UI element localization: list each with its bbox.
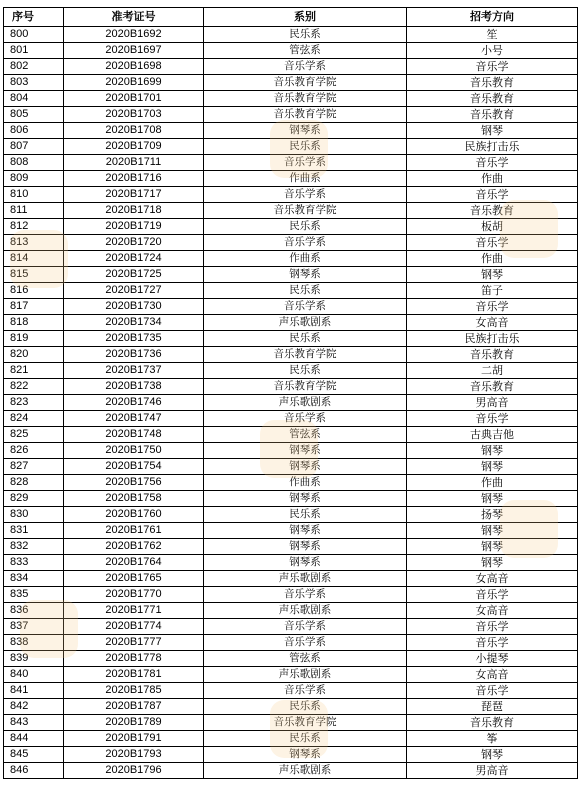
table-row (4, 587, 578, 603)
serial-number-cell: 832 (4, 539, 64, 555)
department-cell: 管弦系 (204, 427, 407, 443)
table-row (4, 91, 578, 107)
major-cell: 板胡 (407, 219, 578, 235)
header-serial-number: 序号 (4, 8, 64, 27)
major-cell: 音乐教育 (407, 107, 578, 123)
table-row (4, 715, 578, 731)
serial-number-cell: 845 (4, 747, 64, 763)
exam-id-cell: 2020B1762 (64, 539, 204, 555)
department-cell: 音乐教育学院 (204, 75, 407, 91)
exam-id-cell: 2020B1778 (64, 651, 204, 667)
table-row (4, 395, 578, 411)
exam-id-cell: 2020B1781 (64, 667, 204, 683)
table-row (4, 475, 578, 491)
department-cell: 音乐教育学院 (204, 203, 407, 219)
table-row (4, 315, 578, 331)
exam-id-cell: 2020B1718 (64, 203, 204, 219)
table-row (4, 219, 578, 235)
major-cell: 钢琴 (407, 491, 578, 507)
department-cell: 作曲系 (204, 171, 407, 187)
table-row (4, 187, 578, 203)
department-cell: 音乐学系 (204, 683, 407, 699)
major-cell: 女高音 (407, 603, 578, 619)
header-major: 招考方向 (407, 8, 578, 27)
serial-number-cell: 803 (4, 75, 64, 91)
department-cell: 民乐系 (204, 363, 407, 379)
department-cell: 作曲系 (204, 475, 407, 491)
table-row (4, 491, 578, 507)
exam-id-cell: 2020B1765 (64, 571, 204, 587)
major-cell: 作曲 (407, 251, 578, 267)
department-cell: 音乐学系 (204, 187, 407, 203)
department-cell: 音乐教育学院 (204, 107, 407, 123)
table-header-row (4, 8, 578, 27)
department-cell: 钢琴系 (204, 491, 407, 507)
table-row (4, 619, 578, 635)
table-row (4, 267, 578, 283)
major-cell: 古典吉他 (407, 427, 578, 443)
major-cell: 音乐教育 (407, 91, 578, 107)
department-cell: 音乐学系 (204, 299, 407, 315)
exam-id-cell: 2020B1793 (64, 747, 204, 763)
department-cell: 钢琴系 (204, 123, 407, 139)
serial-number-cell: 837 (4, 619, 64, 635)
major-cell: 钢琴 (407, 267, 578, 283)
serial-number-cell: 809 (4, 171, 64, 187)
table-row (4, 443, 578, 459)
table-row (4, 139, 578, 155)
serial-number-cell: 833 (4, 555, 64, 571)
table-row (4, 75, 578, 91)
table-row (4, 683, 578, 699)
major-cell: 女高音 (407, 571, 578, 587)
serial-number-cell: 823 (4, 395, 64, 411)
exam-id-cell: 2020B1698 (64, 59, 204, 75)
major-cell: 音乐学 (407, 235, 578, 251)
serial-number-cell: 812 (4, 219, 64, 235)
table-row (4, 331, 578, 347)
major-cell: 音乐教育 (407, 347, 578, 363)
department-cell: 音乐学系 (204, 635, 407, 651)
department-cell: 钢琴系 (204, 459, 407, 475)
table-row (4, 555, 578, 571)
major-cell: 音乐学 (407, 187, 578, 203)
table-row (4, 763, 578, 779)
serial-number-cell: 802 (4, 59, 64, 75)
major-cell: 琵琶 (407, 699, 578, 715)
exam-id-cell: 2020B1758 (64, 491, 204, 507)
department-cell: 民乐系 (204, 139, 407, 155)
major-cell: 作曲 (407, 475, 578, 491)
header-exam-id: 准考证号 (64, 8, 204, 27)
table-row (4, 363, 578, 379)
exam-id-cell: 2020B1787 (64, 699, 204, 715)
serial-number-cell: 813 (4, 235, 64, 251)
serial-number-cell: 825 (4, 427, 64, 443)
major-cell: 音乐学 (407, 59, 578, 75)
major-cell: 音乐学 (407, 299, 578, 315)
table-row (4, 155, 578, 171)
serial-number-cell: 804 (4, 91, 64, 107)
department-cell: 作曲系 (204, 251, 407, 267)
exam-id-cell: 2020B1736 (64, 347, 204, 363)
major-cell: 钢琴 (407, 443, 578, 459)
major-cell: 小提琴 (407, 651, 578, 667)
exam-id-cell: 2020B1791 (64, 731, 204, 747)
exam-id-cell: 2020B1746 (64, 395, 204, 411)
exam-id-cell: 2020B1730 (64, 299, 204, 315)
serial-number-cell: 811 (4, 203, 64, 219)
table-row (4, 459, 578, 475)
serial-number-cell: 806 (4, 123, 64, 139)
major-cell: 音乐教育 (407, 379, 578, 395)
major-cell: 笙 (407, 27, 578, 43)
major-cell: 民族打击乐 (407, 331, 578, 347)
exam-id-cell: 2020B1777 (64, 635, 204, 651)
table-row (4, 251, 578, 267)
exam-id-cell: 2020B1750 (64, 443, 204, 459)
exam-id-cell: 2020B1796 (64, 763, 204, 779)
serial-number-cell: 816 (4, 283, 64, 299)
major-cell: 钢琴 (407, 539, 578, 555)
table-row (4, 539, 578, 555)
serial-number-cell: 805 (4, 107, 64, 123)
major-cell: 音乐教育 (407, 715, 578, 731)
major-cell: 钢琴 (407, 459, 578, 475)
major-cell: 小号 (407, 43, 578, 59)
serial-number-cell: 827 (4, 459, 64, 475)
department-cell: 民乐系 (204, 507, 407, 523)
candidate-table (3, 7, 578, 779)
table-row (4, 635, 578, 651)
department-cell: 钢琴系 (204, 555, 407, 571)
exam-id-cell: 2020B1717 (64, 187, 204, 203)
serial-number-cell: 815 (4, 267, 64, 283)
exam-id-cell: 2020B1737 (64, 363, 204, 379)
department-cell: 钢琴系 (204, 539, 407, 555)
serial-number-cell: 835 (4, 587, 64, 603)
department-cell: 钢琴系 (204, 267, 407, 283)
serial-number-cell: 840 (4, 667, 64, 683)
exam-id-cell: 2020B1774 (64, 619, 204, 635)
exam-id-cell: 2020B1720 (64, 235, 204, 251)
department-cell: 声乐歌剧系 (204, 571, 407, 587)
major-cell: 女高音 (407, 315, 578, 331)
exam-id-cell: 2020B1719 (64, 219, 204, 235)
exam-id-cell: 2020B1785 (64, 683, 204, 699)
major-cell: 钢琴 (407, 555, 578, 571)
major-cell: 音乐教育 (407, 75, 578, 91)
exam-id-cell: 2020B1725 (64, 267, 204, 283)
major-cell: 民族打击乐 (407, 139, 578, 155)
department-cell: 音乐教育学院 (204, 715, 407, 731)
exam-id-cell: 2020B1789 (64, 715, 204, 731)
major-cell: 作曲 (407, 171, 578, 187)
serial-number-cell: 834 (4, 571, 64, 587)
department-cell: 管弦系 (204, 43, 407, 59)
table-row (4, 203, 578, 219)
table-row (4, 299, 578, 315)
exam-id-cell: 2020B1747 (64, 411, 204, 427)
department-cell: 钢琴系 (204, 523, 407, 539)
department-cell: 民乐系 (204, 27, 407, 43)
department-cell: 音乐学系 (204, 155, 407, 171)
serial-number-cell: 841 (4, 683, 64, 699)
exam-id-cell: 2020B1760 (64, 507, 204, 523)
table-row (4, 123, 578, 139)
major-cell: 男高音 (407, 395, 578, 411)
serial-number-cell: 807 (4, 139, 64, 155)
table-row (4, 603, 578, 619)
exam-id-cell: 2020B1770 (64, 587, 204, 603)
table-row (4, 107, 578, 123)
department-cell: 钢琴系 (204, 443, 407, 459)
exam-id-cell: 2020B1738 (64, 379, 204, 395)
major-cell: 二胡 (407, 363, 578, 379)
serial-number-cell: 831 (4, 523, 64, 539)
department-cell: 民乐系 (204, 699, 407, 715)
exam-id-cell: 2020B1735 (64, 331, 204, 347)
table-row (4, 747, 578, 763)
exam-id-cell: 2020B1761 (64, 523, 204, 539)
serial-number-cell: 829 (4, 491, 64, 507)
serial-number-cell: 819 (4, 331, 64, 347)
exam-id-cell: 2020B1716 (64, 171, 204, 187)
table-row (4, 283, 578, 299)
table-row (4, 699, 578, 715)
major-cell: 音乐学 (407, 619, 578, 635)
table-row (4, 235, 578, 251)
major-cell: 扬琴 (407, 507, 578, 523)
exam-id-cell: 2020B1748 (64, 427, 204, 443)
department-cell: 管弦系 (204, 651, 407, 667)
table-row (4, 667, 578, 683)
table-row (4, 347, 578, 363)
serial-number-cell: 842 (4, 699, 64, 715)
table-row (4, 59, 578, 75)
department-cell: 民乐系 (204, 283, 407, 299)
department-cell: 音乐教育学院 (204, 91, 407, 107)
exam-id-cell: 2020B1711 (64, 155, 204, 171)
table-row (4, 43, 578, 59)
header-department: 系别 (204, 8, 407, 27)
major-cell: 音乐学 (407, 587, 578, 603)
department-cell: 声乐歌剧系 (204, 667, 407, 683)
serial-number-cell: 820 (4, 347, 64, 363)
department-cell: 声乐歌剧系 (204, 763, 407, 779)
department-cell: 声乐歌剧系 (204, 315, 407, 331)
major-cell: 男高音 (407, 763, 578, 779)
exam-id-cell: 2020B1697 (64, 43, 204, 59)
serial-number-cell: 822 (4, 379, 64, 395)
serial-number-cell: 808 (4, 155, 64, 171)
serial-number-cell: 846 (4, 763, 64, 779)
serial-number-cell: 836 (4, 603, 64, 619)
serial-number-cell: 821 (4, 363, 64, 379)
table-row (4, 411, 578, 427)
exam-id-cell: 2020B1708 (64, 123, 204, 139)
serial-number-cell: 814 (4, 251, 64, 267)
department-cell: 钢琴系 (204, 747, 407, 763)
department-cell: 音乐教育学院 (204, 379, 407, 395)
department-cell: 民乐系 (204, 731, 407, 747)
serial-number-cell: 800 (4, 27, 64, 43)
serial-number-cell: 818 (4, 315, 64, 331)
exam-id-cell: 2020B1701 (64, 91, 204, 107)
exam-id-cell: 2020B1734 (64, 315, 204, 331)
department-cell: 民乐系 (204, 219, 407, 235)
table-body (4, 27, 578, 779)
exam-id-cell: 2020B1703 (64, 107, 204, 123)
table-row (4, 27, 578, 43)
serial-number-cell: 830 (4, 507, 64, 523)
major-cell: 钢琴 (407, 123, 578, 139)
serial-number-cell: 839 (4, 651, 64, 667)
serial-number-cell: 826 (4, 443, 64, 459)
serial-number-cell: 838 (4, 635, 64, 651)
department-cell: 音乐教育学院 (204, 347, 407, 363)
table-row (4, 427, 578, 443)
serial-number-cell: 810 (4, 187, 64, 203)
department-cell: 声乐歌剧系 (204, 603, 407, 619)
exam-id-cell: 2020B1692 (64, 27, 204, 43)
table-row (4, 571, 578, 587)
exam-id-cell: 2020B1764 (64, 555, 204, 571)
department-cell: 音乐学系 (204, 587, 407, 603)
table-row (4, 731, 578, 747)
major-cell: 音乐学 (407, 411, 578, 427)
exam-id-cell: 2020B1699 (64, 75, 204, 91)
department-cell: 声乐歌剧系 (204, 395, 407, 411)
exam-id-cell: 2020B1771 (64, 603, 204, 619)
serial-number-cell: 824 (4, 411, 64, 427)
table-row (4, 379, 578, 395)
major-cell: 音乐学 (407, 155, 578, 171)
major-cell: 筝 (407, 731, 578, 747)
serial-number-cell: 817 (4, 299, 64, 315)
exam-id-cell: 2020B1727 (64, 283, 204, 299)
major-cell: 女高音 (407, 667, 578, 683)
table-row (4, 651, 578, 667)
exam-id-cell: 2020B1709 (64, 139, 204, 155)
major-cell: 音乐学 (407, 683, 578, 699)
serial-number-cell: 828 (4, 475, 64, 491)
department-cell: 音乐学系 (204, 619, 407, 635)
table-row (4, 507, 578, 523)
major-cell: 音乐教育 (407, 203, 578, 219)
score-list-page (3, 7, 577, 779)
exam-id-cell: 2020B1724 (64, 251, 204, 267)
major-cell: 音乐学 (407, 635, 578, 651)
department-cell: 音乐学系 (204, 59, 407, 75)
table-row (4, 523, 578, 539)
serial-number-cell: 843 (4, 715, 64, 731)
exam-id-cell: 2020B1756 (64, 475, 204, 491)
department-cell: 音乐学系 (204, 411, 407, 427)
department-cell: 音乐学系 (204, 235, 407, 251)
table-row (4, 171, 578, 187)
serial-number-cell: 801 (4, 43, 64, 59)
major-cell: 钢琴 (407, 523, 578, 539)
major-cell: 笛子 (407, 283, 578, 299)
exam-id-cell: 2020B1754 (64, 459, 204, 475)
serial-number-cell: 844 (4, 731, 64, 747)
department-cell: 民乐系 (204, 331, 407, 347)
major-cell: 钢琴 (407, 747, 578, 763)
